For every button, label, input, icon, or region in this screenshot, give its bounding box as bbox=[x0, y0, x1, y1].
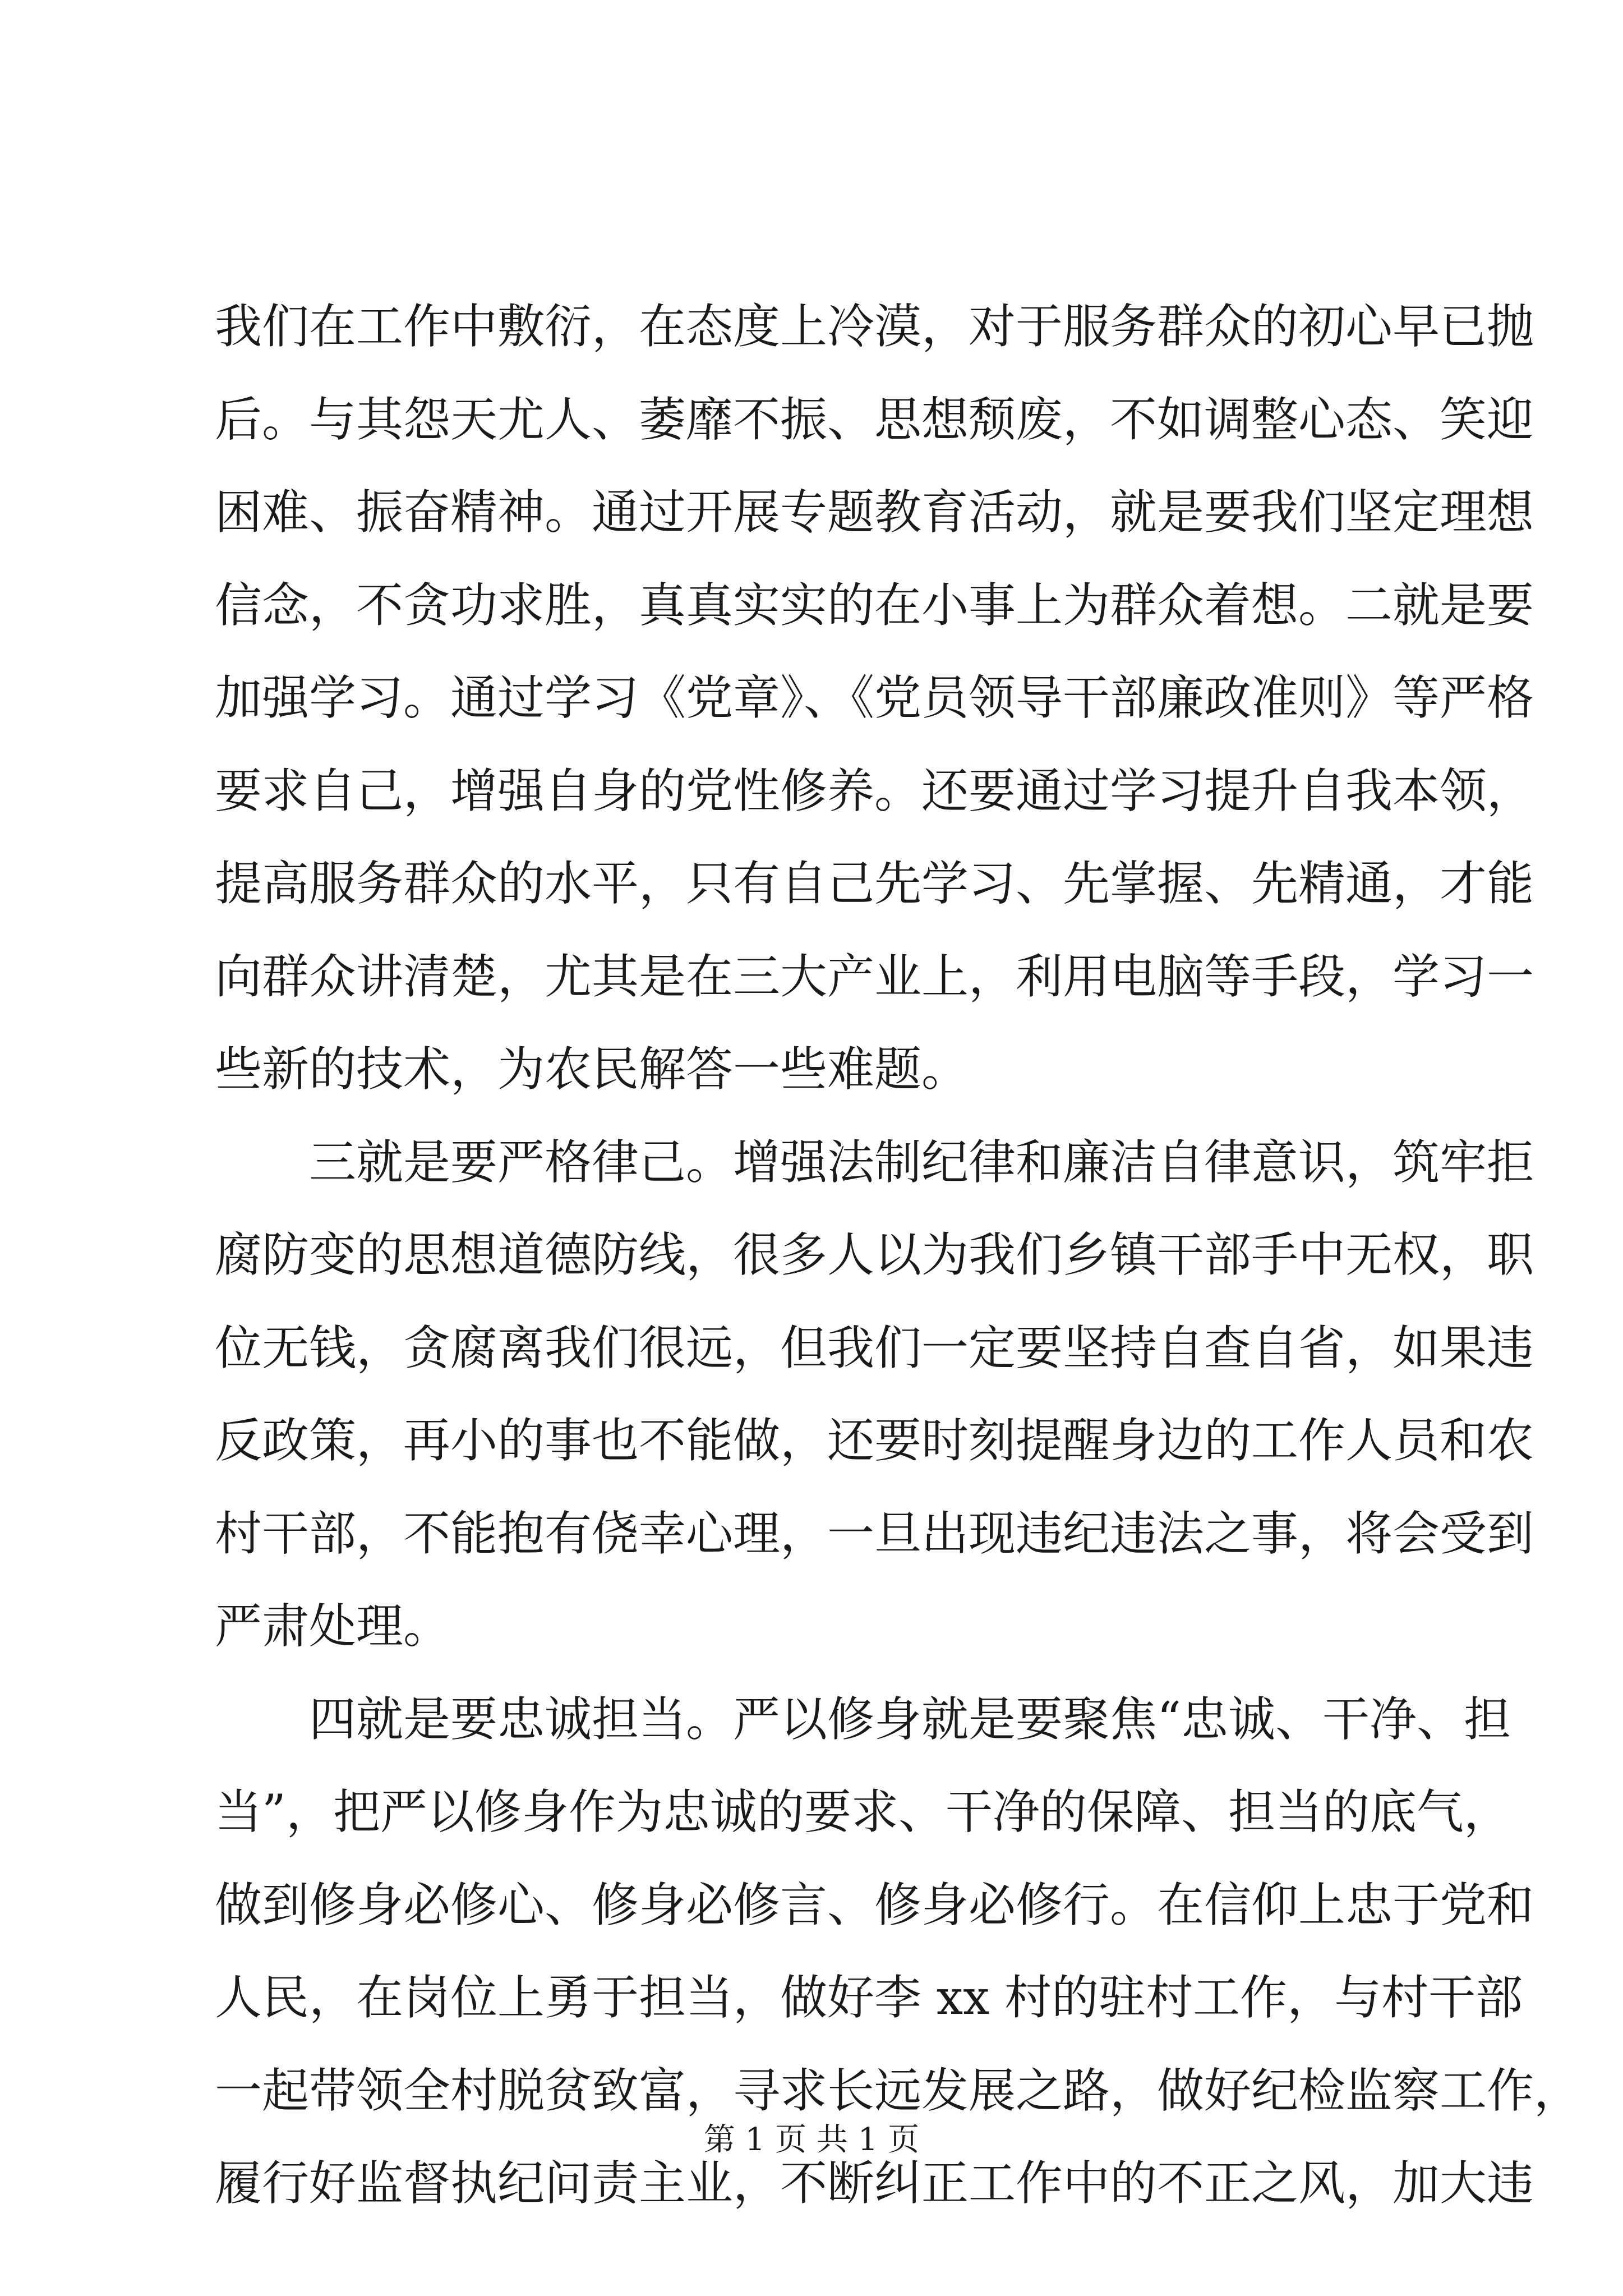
text-line: 提高服务群众的水平，只有自己先学习、先掌握、先精通，才能 bbox=[215, 856, 1534, 911]
text-line: 做到修身必修心、修身必修言、修身必修行。在信仰上忠于党和 bbox=[215, 1877, 1534, 1932]
text-line: 向群众讲清楚，尤其是在三大产业上，利用电脑等手段，学习一 bbox=[215, 949, 1534, 1004]
text-line: 严肃处理。 bbox=[215, 1599, 451, 1654]
text-line: 位无钱，贪腐离我们很远，但我们一定要坚持自查自省，如果违 bbox=[215, 1320, 1534, 1375]
text-line: 信念，不贪功求胜，真真实实的在小事上为群众着想。二就是要 bbox=[215, 577, 1534, 633]
text-line: 我们在工作中敷衍，在态度上冷漠，对于服务群众的初心早已抛 bbox=[215, 299, 1534, 354]
text-line: 人民，在岗位上勇于担当，做好李 xx 村的驻村工作，与村干部 bbox=[215, 1970, 1523, 2025]
document-body bbox=[215, 280, 1581, 2230]
text-line: 腐防变的思想道德防线，很多人以为我们乡镇干部手中无权，职 bbox=[215, 1227, 1534, 1282]
text-line: 一起带领全村脱贫致富，寻求长远发展之路，做好纪检监察工作， bbox=[215, 2063, 1581, 2118]
text-line: 当”，把严以修身作为忠诚的要求、干净的保障、担当的底气， bbox=[215, 1784, 1511, 1839]
text-line: 村干部，不能抱有侥幸心理，一旦出现违纪违法之事，将会受到 bbox=[215, 1506, 1534, 1561]
text-line: 后。与其怨天尤人、萎靡不振、思想颓废，不如调整心态、笑迎 bbox=[215, 392, 1534, 447]
page-number-footer: 第 1 页 共 1 页 bbox=[703, 2122, 920, 2158]
text-line: 要求自己，增强自身的党性修养。还要通过学习提升自我本领， bbox=[215, 763, 1534, 818]
text-line: 四就是要忠诚担当。严以修身就是要聚焦“忠诚、干净、担 bbox=[309, 1691, 1511, 1747]
text-line: 三就是要严格律己。增强法制纪律和廉洁自律意识，筑牢拒 bbox=[309, 1134, 1534, 1190]
text-line: 困难、振奋精神。通过开展专题教育活动，就是要我们坚定理想 bbox=[215, 485, 1534, 540]
text-line: 履行好监督执纪问责主业，不断纠正工作中的不正之风，加大违 bbox=[215, 2156, 1534, 2211]
text-line: 反政策，再小的事也不能做，还要时刻提醒身边的工作人员和农 bbox=[215, 1413, 1534, 1468]
text-line: 加强学习。通过学习《党章》、《党员领导干部廉政准则》等严格 bbox=[215, 670, 1534, 725]
text-line: 些新的技术，为农民解答一些难题。 bbox=[215, 1042, 969, 1097]
